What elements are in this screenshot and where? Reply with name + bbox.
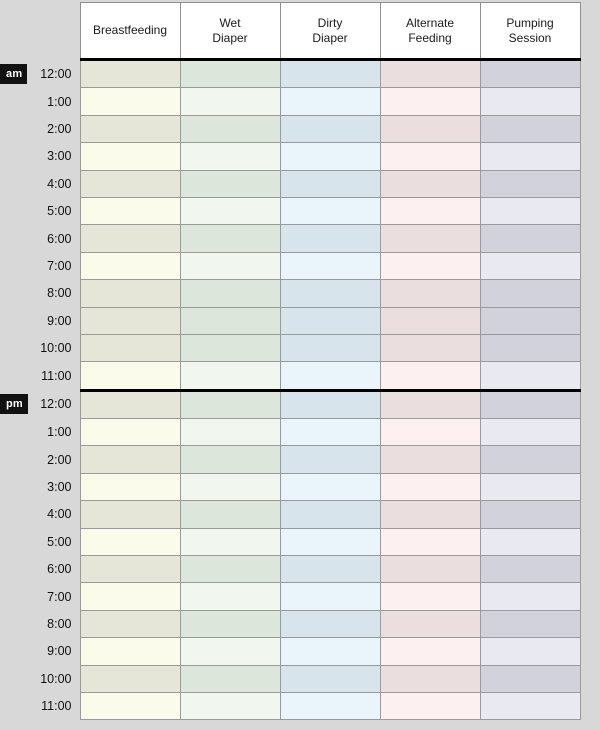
- header-row: [0, 3, 580, 60]
- table-row: [0, 60, 580, 88]
- log-cell[interactable]: [380, 610, 480, 637]
- column-header-breastfeeding-label: Breastfeeding: [92, 23, 168, 37]
- period-badge-cell-empty: [0, 638, 32, 665]
- row-time-label: 2:00: [32, 446, 80, 473]
- row-time-label: 5:00: [32, 197, 80, 224]
- period-badge-placeholder: [0, 649, 11, 655]
- table-header: [0, 3, 580, 60]
- column-header-wet-diaper-line1: Wet: [219, 15, 241, 30]
- log-cell[interactable]: [280, 501, 380, 528]
- column-header-wet-diaper-line2: Diaper: [212, 30, 248, 45]
- log-cell[interactable]: [380, 419, 480, 446]
- log-cell[interactable]: [480, 115, 580, 142]
- log-cell[interactable]: [280, 556, 380, 583]
- period-badge-cell-empty: [0, 528, 32, 555]
- period-badge-placeholder: [0, 458, 11, 464]
- log-cell[interactable]: [480, 252, 580, 279]
- row-time-label: 1:00: [32, 419, 80, 446]
- period-badge-cell-empty: [0, 501, 32, 528]
- period-badge-cell-empty: [0, 362, 32, 390]
- log-cell[interactable]: [480, 610, 580, 637]
- log-cell[interactable]: [80, 665, 180, 692]
- log-cell[interactable]: [480, 390, 580, 418]
- tracking-table: [0, 2, 581, 720]
- log-cell[interactable]: [480, 528, 580, 555]
- period-badge-placeholder: [0, 595, 11, 601]
- log-cell[interactable]: [180, 583, 280, 610]
- log-cell[interactable]: [280, 88, 380, 115]
- table-row: [0, 556, 580, 583]
- log-cell[interactable]: [180, 528, 280, 555]
- period-badge-placeholder: [0, 512, 11, 518]
- log-cell[interactable]: [80, 419, 180, 446]
- log-cell[interactable]: [180, 638, 280, 665]
- log-cell[interactable]: [480, 334, 580, 361]
- period-badge-placeholder: [0, 485, 11, 491]
- period-badge-cell-empty: [0, 143, 32, 170]
- table-row: [0, 665, 580, 692]
- period-badge-cell-am: [0, 60, 32, 88]
- log-cell[interactable]: [180, 197, 280, 224]
- log-cell[interactable]: [280, 665, 380, 692]
- table-row: [0, 170, 580, 197]
- table-row: [0, 692, 580, 719]
- row-time-label: 4:00: [32, 170, 80, 197]
- log-cell[interactable]: [80, 115, 180, 142]
- log-cell[interactable]: [480, 225, 580, 252]
- log-cell[interactable]: [80, 528, 180, 555]
- log-cell[interactable]: [480, 307, 580, 334]
- row-time-label: 6:00: [32, 225, 80, 252]
- log-cell[interactable]: [480, 170, 580, 197]
- period-badge-placeholder: [0, 100, 11, 106]
- column-header-dirty-diaper-line1: Dirty: [317, 15, 343, 30]
- period-badge-cell-empty: [0, 88, 32, 115]
- log-cell[interactable]: [380, 252, 480, 279]
- period-badge-cell-empty: [0, 692, 32, 719]
- log-cell[interactable]: [80, 446, 180, 473]
- log-cell[interactable]: [380, 501, 480, 528]
- row-time-label: 7:00: [32, 252, 80, 279]
- log-cell[interactable]: [280, 225, 380, 252]
- column-header-alternate-feeding-line2: Feeding: [408, 30, 452, 45]
- table-row: [0, 473, 580, 500]
- period-badge-placeholder: [0, 430, 11, 436]
- row-time-label: 10:00: [32, 334, 80, 361]
- period-badge-cell-empty: [0, 473, 32, 500]
- log-cell[interactable]: [180, 501, 280, 528]
- log-cell[interactable]: [480, 362, 580, 390]
- log-cell[interactable]: [380, 334, 480, 361]
- log-cell[interactable]: [280, 307, 380, 334]
- table-row: [0, 583, 580, 610]
- log-cell[interactable]: [480, 638, 580, 665]
- log-cell[interactable]: [80, 362, 180, 390]
- row-time-label: 9:00: [32, 638, 80, 665]
- log-cell[interactable]: [380, 88, 480, 115]
- log-cell[interactable]: [380, 60, 480, 88]
- table-row: [0, 528, 580, 555]
- row-time-label: 6:00: [32, 556, 80, 583]
- log-cell[interactable]: [480, 197, 580, 224]
- row-time-label: 8:00: [32, 280, 80, 307]
- period-badge-placeholder: [0, 209, 11, 215]
- log-cell[interactable]: [180, 556, 280, 583]
- log-cell[interactable]: [80, 692, 180, 719]
- column-header-alternate-feeding: [380, 3, 480, 60]
- log-cell[interactable]: [380, 556, 480, 583]
- log-cell[interactable]: [480, 60, 580, 88]
- log-cell[interactable]: [180, 225, 280, 252]
- table-row: [0, 638, 580, 665]
- log-cell[interactable]: [180, 473, 280, 500]
- period-badge-placeholder: [0, 182, 11, 188]
- log-cell[interactable]: [380, 170, 480, 197]
- period-badge-cell-empty: [0, 115, 32, 142]
- log-cell[interactable]: [280, 115, 380, 142]
- table-row: [0, 143, 580, 170]
- period-badge-placeholder: [0, 319, 11, 325]
- row-time-label: 11:00: [32, 362, 80, 390]
- period-badge-cell-pm: [0, 390, 32, 418]
- log-cell[interactable]: [380, 280, 480, 307]
- column-header-alternate-feeding-line1: Alternate: [405, 15, 455, 30]
- log-cell[interactable]: [180, 60, 280, 88]
- log-cell[interactable]: [380, 390, 480, 418]
- row-time-label: 3:00: [32, 473, 80, 500]
- log-cell[interactable]: [380, 583, 480, 610]
- log-cell[interactable]: [180, 692, 280, 719]
- log-cell[interactable]: [280, 334, 380, 361]
- log-cell[interactable]: [380, 528, 480, 555]
- period-badge-am: am: [0, 64, 27, 84]
- period-badge-placeholder: [0, 346, 11, 352]
- period-badge-cell-empty: [0, 334, 32, 361]
- log-cell[interactable]: [280, 143, 380, 170]
- table-row: [0, 280, 580, 307]
- log-cell[interactable]: [280, 583, 380, 610]
- row-time-label: 4:00: [32, 501, 80, 528]
- log-cell[interactable]: [180, 390, 280, 418]
- log-cell[interactable]: [280, 390, 380, 418]
- log-cell[interactable]: [80, 583, 180, 610]
- log-cell[interactable]: [80, 334, 180, 361]
- log-cell[interactable]: [180, 307, 280, 334]
- log-cell[interactable]: [380, 362, 480, 390]
- table-row: [0, 334, 580, 361]
- log-cell[interactable]: [80, 225, 180, 252]
- period-badge-placeholder: [0, 264, 11, 270]
- period-badge-cell-empty: [0, 307, 32, 334]
- log-cell[interactable]: [480, 692, 580, 719]
- period-badge-placeholder: [0, 622, 11, 628]
- log-cell[interactable]: [180, 446, 280, 473]
- period-badge-placeholder: [0, 567, 11, 573]
- row-time-label: 12:00: [32, 60, 80, 88]
- table-row: [0, 419, 580, 446]
- log-cell[interactable]: [80, 390, 180, 418]
- period-badge-placeholder: [0, 237, 11, 243]
- log-cell[interactable]: [380, 197, 480, 224]
- log-cell[interactable]: [80, 473, 180, 500]
- column-header-dirty-diaper: [280, 3, 380, 60]
- log-cell[interactable]: [180, 362, 280, 390]
- log-cell[interactable]: [80, 556, 180, 583]
- log-cell[interactable]: [380, 225, 480, 252]
- log-cell[interactable]: [180, 88, 280, 115]
- log-cell[interactable]: [80, 143, 180, 170]
- period-badge-cell-empty: [0, 225, 32, 252]
- table-row: [0, 610, 580, 637]
- period-badge-cell-empty: [0, 610, 32, 637]
- log-cell[interactable]: [80, 280, 180, 307]
- log-cell[interactable]: [80, 252, 180, 279]
- period-badge-pm: pm: [0, 394, 28, 414]
- log-cell[interactable]: [280, 528, 380, 555]
- log-cell[interactable]: [80, 170, 180, 197]
- log-cell[interactable]: [180, 280, 280, 307]
- column-header-pumping-session: [480, 3, 580, 60]
- log-cell[interactable]: [380, 446, 480, 473]
- log-cell[interactable]: [380, 143, 480, 170]
- table-row: [0, 390, 580, 418]
- log-cell[interactable]: [280, 692, 380, 719]
- log-cell[interactable]: [280, 60, 380, 88]
- column-header-wet-diaper: [180, 3, 280, 60]
- period-badge-cell-empty: [0, 583, 32, 610]
- log-cell[interactable]: [280, 252, 380, 279]
- table-row: [0, 225, 580, 252]
- period-badge-cell-empty: [0, 280, 32, 307]
- period-badge-cell-empty: [0, 252, 32, 279]
- period-badge-cell-empty: [0, 170, 32, 197]
- period-badge-placeholder: [0, 704, 11, 710]
- period-badge-cell-empty: [0, 419, 32, 446]
- log-cell[interactable]: [480, 501, 580, 528]
- row-time-label: 8:00: [32, 610, 80, 637]
- log-cell[interactable]: [480, 280, 580, 307]
- period-badge-cell-empty: [0, 197, 32, 224]
- log-cell[interactable]: [480, 583, 580, 610]
- period-badge-cell-empty: [0, 665, 32, 692]
- log-cell[interactable]: [480, 88, 580, 115]
- log-cell[interactable]: [180, 419, 280, 446]
- log-cell[interactable]: [380, 692, 480, 719]
- log-cell[interactable]: [180, 610, 280, 637]
- table-row: [0, 115, 580, 142]
- period-badge-placeholder: [0, 154, 11, 160]
- row-time-label: 2:00: [32, 115, 80, 142]
- column-header-dirty-diaper-line2: Diaper: [312, 30, 348, 45]
- log-cell[interactable]: [280, 638, 380, 665]
- log-cell[interactable]: [280, 170, 380, 197]
- log-cell[interactable]: [180, 115, 280, 142]
- period-badge-placeholder: [0, 127, 11, 133]
- log-cell[interactable]: [80, 60, 180, 88]
- log-cell[interactable]: [80, 197, 180, 224]
- log-cell[interactable]: [480, 419, 580, 446]
- log-cell[interactable]: [80, 501, 180, 528]
- row-time-label: 12:00: [32, 390, 80, 418]
- log-cell[interactable]: [80, 307, 180, 334]
- log-cell[interactable]: [380, 307, 480, 334]
- log-cell[interactable]: [480, 473, 580, 500]
- log-cell[interactable]: [180, 665, 280, 692]
- period-badge-placeholder: [0, 677, 11, 683]
- table-row: [0, 446, 580, 473]
- log-cell[interactable]: [380, 638, 480, 665]
- log-cell[interactable]: [80, 88, 180, 115]
- column-header-breastfeeding: [80, 3, 180, 60]
- log-cell[interactable]: [380, 665, 480, 692]
- log-cell[interactable]: [380, 115, 480, 142]
- row-time-label: 11:00: [32, 692, 80, 719]
- log-cell[interactable]: [180, 170, 280, 197]
- log-cell[interactable]: [480, 665, 580, 692]
- log-cell[interactable]: [380, 473, 480, 500]
- row-time-label: 7:00: [32, 583, 80, 610]
- row-time-label: 3:00: [32, 143, 80, 170]
- table-row: [0, 362, 580, 390]
- header-corner-period: [0, 3, 32, 60]
- log-cell[interactable]: [280, 197, 380, 224]
- row-time-label: 9:00: [32, 307, 80, 334]
- log-cell[interactable]: [480, 143, 580, 170]
- table-row: [0, 307, 580, 334]
- header-corner-time: [32, 3, 80, 60]
- log-cell[interactable]: [80, 638, 180, 665]
- log-cell[interactable]: [180, 334, 280, 361]
- row-time-label: 1:00: [32, 88, 80, 115]
- log-cell[interactable]: [280, 473, 380, 500]
- log-cell[interactable]: [280, 419, 380, 446]
- table-row: [0, 197, 580, 224]
- log-cell[interactable]: [180, 143, 280, 170]
- log-cell[interactable]: [180, 252, 280, 279]
- period-badge-placeholder: [0, 374, 11, 380]
- column-header-pumping-session-line2: Session: [508, 30, 552, 45]
- row-time-label: 5:00: [32, 528, 80, 555]
- table-row: [0, 501, 580, 528]
- log-cell[interactable]: [480, 556, 580, 583]
- log-cell[interactable]: [280, 610, 380, 637]
- row-time-label: 10:00: [32, 665, 80, 692]
- log-cell[interactable]: [280, 446, 380, 473]
- log-cell[interactable]: [280, 362, 380, 390]
- table-body: [0, 60, 580, 720]
- period-badge-placeholder: [0, 291, 11, 297]
- table-row: [0, 88, 580, 115]
- table-row: [0, 252, 580, 279]
- log-cell[interactable]: [280, 280, 380, 307]
- period-badge-placeholder: [0, 540, 11, 546]
- column-header-pumping-session-line1: Pumping: [506, 15, 554, 30]
- log-cell[interactable]: [80, 610, 180, 637]
- period-badge-cell-empty: [0, 446, 32, 473]
- period-badge-cell-empty: [0, 556, 32, 583]
- log-cell[interactable]: [480, 446, 580, 473]
